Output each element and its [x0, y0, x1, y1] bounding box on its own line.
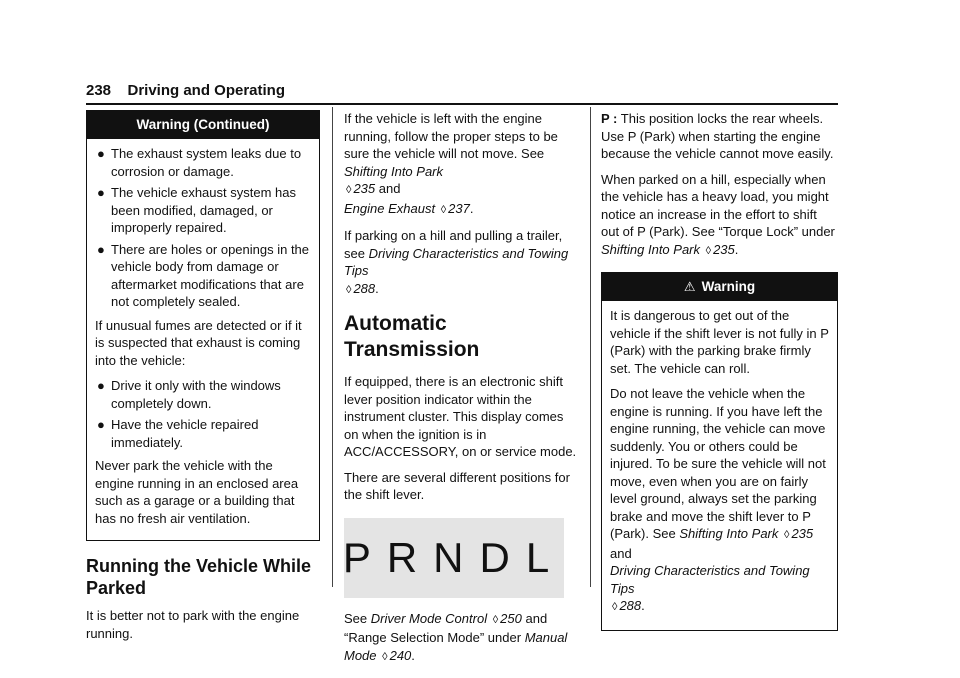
- list-item: ● The exhaust system leaks due to corrosion or damage.: [97, 146, 302, 179]
- page-number: 238: [86, 82, 112, 99]
- paragraph: If parking on a hill and pulling a trailer, see Driving Characteristics and Towing Tips ◊ 288.: [344, 228, 569, 296]
- page-ref-icon: ◊: [705, 244, 712, 257]
- list-item: ● Drive it only with the windows completely down.: [97, 378, 281, 411]
- page-ref-icon: ◊: [346, 184, 352, 196]
- cross-reference-link[interactable]: Engine Exhaust: [344, 200, 436, 216]
- warning-header: [602, 273, 837, 301]
- paragraph: It is dangerous to get out of the vehicle if the shift lever is not fully in P (Park) with the parking brake firmly set. The vehicle can roll.: [610, 308, 829, 376]
- page-ref[interactable]: 250: [500, 610, 522, 626]
- page-ref-icon: ◊: [612, 601, 618, 613]
- page-ref[interactable]: 288: [353, 280, 376, 296]
- page-ref[interactable]: 235: [791, 526, 814, 541]
- paragraph: If unusual fumes are detected or if it is suspected that exhaust is coming into the vehicle:: [95, 317, 302, 368]
- page-ref[interactable]: 235: [713, 241, 735, 257]
- paragraph: See Driver Mode Control ◊ 250 and “Range Selection Mode” under Manual Mode ◊ 240.: [344, 610, 568, 663]
- header-rule: [86, 103, 838, 105]
- page-ref-icon: ◊: [382, 650, 388, 663]
- page-ref[interactable]: 235: [353, 181, 376, 196]
- paragraph: It is better not to park with the engine running.: [86, 608, 300, 641]
- list-item: ● Have the vehicle repaired immediately.: [97, 417, 259, 450]
- bullet-icon: ●: [97, 417, 105, 432]
- paragraph: There are several different positions for the shift lever.: [344, 469, 570, 502]
- cross-reference-link[interactable]: Shifting Into Park: [679, 526, 779, 541]
- warning-title: Warning (Continued): [87, 111, 319, 139]
- page-ref[interactable]: 240: [389, 647, 412, 663]
- paragraph: If equipped, there is an electronic shift lever position indicator within the instrument cluster. This display comes on when the ignition is in ACC/ACCESSORY, on or service mode.: [344, 374, 577, 459]
- bullet-icon: ●: [97, 378, 105, 393]
- prndl-indicator-image: PRNDL: [344, 518, 564, 598]
- warning-triangle-icon: ⚠: [683, 279, 696, 294]
- paragraph: If the vehicle is left with the engine running, follow the proper steps to be sure the vehicle will not move. See Shifting Into Park ◊ 235 and Engine Exhaust ◊ 237.: [344, 111, 558, 216]
- page-ref-icon: ◊: [440, 203, 447, 216]
- column-1: [86, 110, 320, 650]
- warning-title: Warning: [701, 279, 756, 294]
- bullet-icon: ●: [97, 146, 105, 161]
- cross-reference-link[interactable]: Manual Mode: [344, 630, 568, 663]
- page-ref-icon: ◊: [784, 529, 790, 541]
- list-item: ● There are holes or openings in the vehicle body from damage or aftermarket modifications that are not completely sealed.: [97, 241, 310, 309]
- cross-reference-link[interactable]: Driving Characteristics and Towing Tips: [344, 245, 569, 278]
- page-ref[interactable]: 237: [448, 200, 470, 216]
- paragraph: Never park the vehicle with the engine running in an enclosed area such as a garage or a building that has no fresh air ventilation.: [95, 458, 299, 526]
- page-ref-icon: ◊: [346, 283, 352, 296]
- park-label: P :: [601, 111, 618, 126]
- paragraph: Do not leave the vehicle when the engine is running. If you have left the engine running, the vehicle can move suddenly. You or others could be injured. To be sure the vehicle will not move, even when you are on fairly level ground, always set the parking brake and move the shift lever to P (Park). See Shifting Into Park ◊ 235 and Driving Characteristics and Towing Tips ◊ 288.: [610, 386, 826, 613]
- bullet-icon: ●: [97, 185, 105, 200]
- warning-bullets: [95, 145, 311, 311]
- section-heading: Automatic Transmission: [344, 312, 480, 361]
- bullet-icon: ●: [97, 241, 105, 257]
- paragraph: When parked on a hill, especially when the vehicle has a heavy load, you might notice an increase in the effort to shift out of P (Park). See “Torque Lock” under Shifting Into Park ◊ 235.: [601, 171, 835, 257]
- page-ref-icon: ◊: [492, 613, 499, 626]
- column-3: [601, 110, 838, 631]
- cross-reference-link[interactable]: Shifting Into Park: [601, 241, 700, 257]
- section-title: Driving and Operating: [127, 82, 285, 99]
- column-2: [344, 110, 578, 674]
- cross-reference-link[interactable]: Driver Mode Control: [370, 610, 488, 626]
- list-item: ● The vehicle exhaust system has been modified, damaged, or improperly repaired.: [97, 185, 296, 235]
- paragraph: P : This position locks the rear wheels. Use P (Park) when starting the engine because the vehicle cannot move easily.: [601, 111, 834, 161]
- warning-box-continued: [86, 110, 320, 541]
- cross-reference-link[interactable]: Shifting Into Park: [344, 163, 443, 179]
- cross-reference-link[interactable]: Driving Characteristics and Towing Tips: [610, 563, 810, 596]
- page-ref[interactable]: 288: [619, 598, 642, 613]
- column-divider: [590, 107, 591, 587]
- section-heading: Running the Vehicle While Parked: [86, 556, 312, 598]
- fume-bullets: [95, 377, 311, 451]
- warning-box: [601, 272, 838, 631]
- column-divider: [332, 107, 333, 587]
